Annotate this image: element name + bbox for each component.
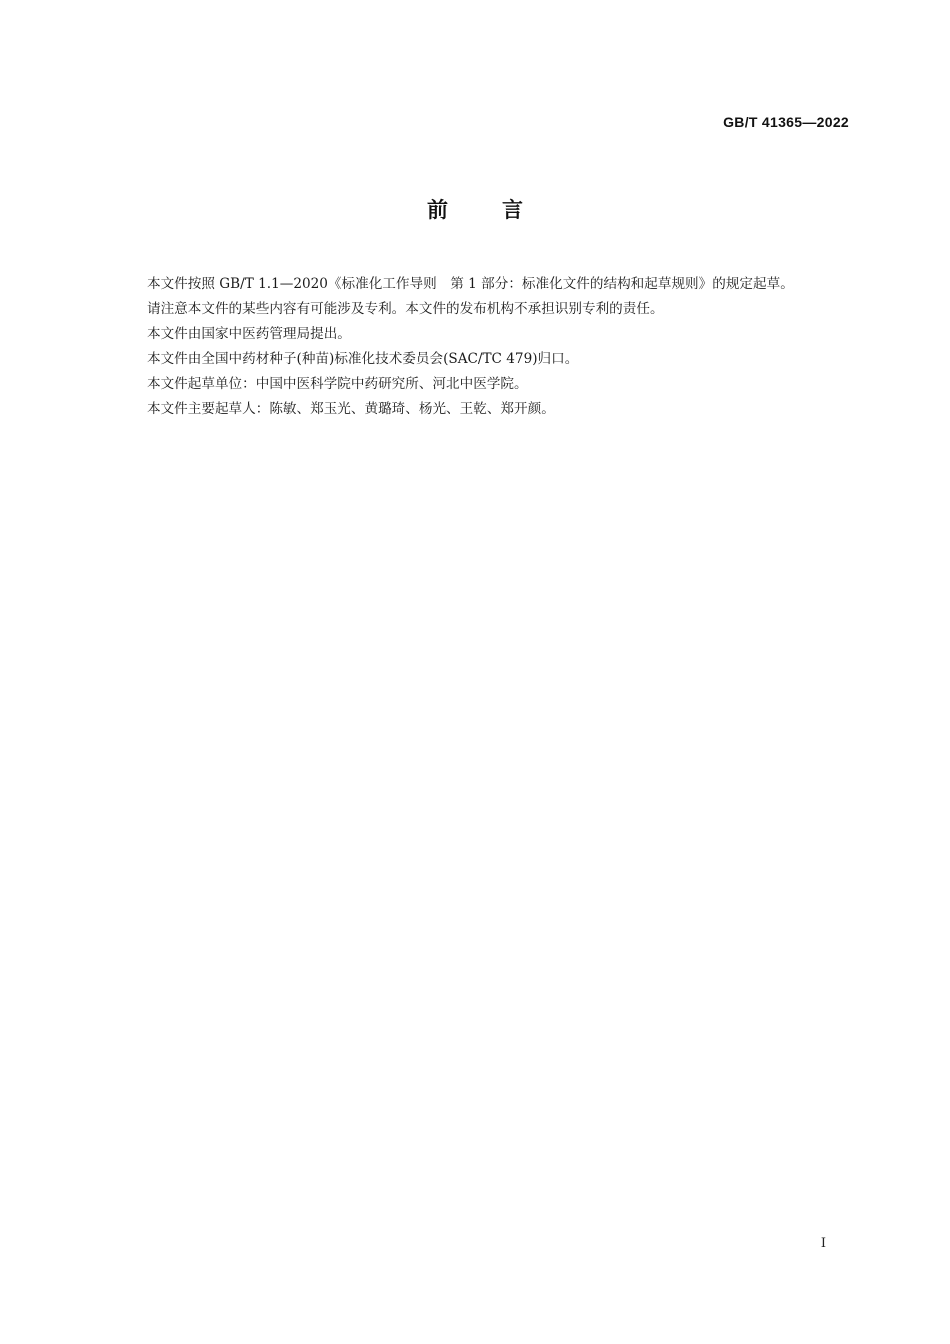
- paragraph-committee: 本文件由全国中药材种子(种苗)标准化技术委员会(SAC/TC 479)归口。: [147, 351, 579, 367]
- standard-number: GB/T 41365—2022: [723, 114, 849, 130]
- page-title: 前言: [427, 198, 577, 222]
- paragraph-drafting-units: 本文件起草单位：中国中医科学院中药研究所、河北中医学院。: [147, 376, 528, 392]
- paragraph-proposer: 本文件由国家中医药管理局提出。: [147, 326, 351, 342]
- page-number: I: [820, 1236, 826, 1251]
- paragraph-patent-notice: 请注意本文件的某些内容有可能涉及专利。本文件的发布机构不承担识别专利的责任。: [147, 301, 664, 317]
- paragraph-drafting-rules: 本文件按照 GB/T 1.1—2020《标准化工作导则 第 1 部分：标准化文件的结构和起草规则》的规定起草。: [147, 276, 794, 292]
- foreword-body: [113, 272, 849, 422]
- paragraph-drafters: 本文件主要起草人：陈敏、郑玉光、黄璐琦、杨光、王乾、郑开颜。: [147, 401, 555, 417]
